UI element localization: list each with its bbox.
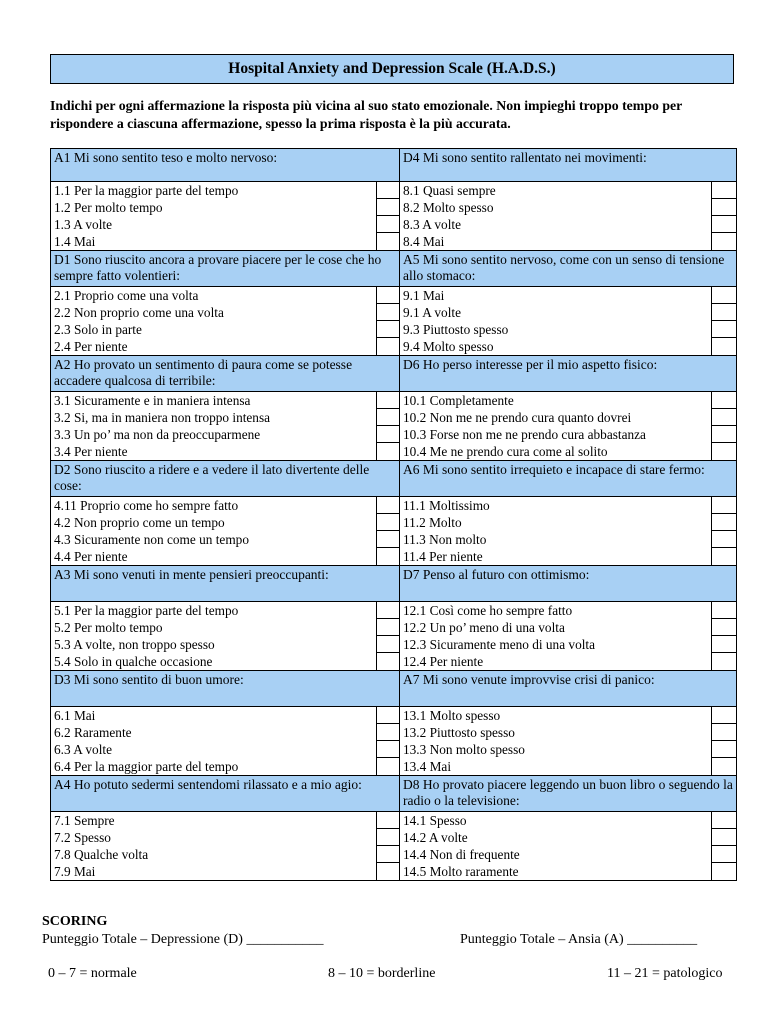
answer-row	[51, 812, 737, 881]
answer-checkbox[interactable]	[712, 846, 736, 863]
answer-checkbox[interactable]	[377, 548, 399, 565]
answer-option: 9.4 Molto spesso	[403, 339, 494, 354]
question-cell: A1 Mi sono sentito teso e molto nervoso:	[51, 149, 400, 182]
question-cell: D6 Ho perso interesse per il mio aspetto fisico:	[400, 356, 737, 392]
answer-option: 11.2 Molto	[403, 515, 462, 530]
answer-option: 2.3 Solo in parte	[54, 322, 142, 337]
answer-checkbox[interactable]	[712, 863, 736, 880]
answer-checkbox[interactable]	[712, 707, 736, 724]
answer-checkbox[interactable]	[712, 304, 736, 321]
answer-option: 14.1 Spesso	[403, 813, 467, 828]
question-cell: D3 Mi sono sentito di buon umore:	[51, 671, 400, 707]
answer-checkbox[interactable]	[377, 321, 399, 338]
answer-option: 11.3 Non molto	[403, 532, 487, 547]
question-cell: A7 Mi sono venute improvvise crisi di panico:	[400, 671, 737, 707]
depression-total-field[interactable]: Punteggio Totale – Depressione (D) ___________	[42, 932, 324, 947]
answer-option: 1.4 Mai	[54, 234, 96, 249]
answer-checkbox[interactable]	[377, 287, 399, 304]
answer-option: 10.1 Completamente	[403, 393, 514, 408]
checkbox-column	[377, 812, 400, 881]
answer-checkbox[interactable]	[377, 199, 399, 216]
answer-checkbox[interactable]	[377, 182, 399, 199]
answer-row	[51, 182, 737, 251]
answer-option: 4.4 Per niente	[54, 549, 128, 564]
answer-checkbox[interactable]	[377, 338, 399, 355]
answer-options	[400, 602, 712, 671]
answer-checkbox[interactable]	[377, 758, 399, 775]
answer-option: 7.2 Spesso	[54, 830, 111, 845]
answer-row	[51, 497, 737, 566]
answer-checkbox[interactable]	[712, 548, 736, 565]
answer-checkbox[interactable]	[377, 514, 399, 531]
question-cell: A6 Mi sono sentito irrequieto e incapace di stare fermo:	[400, 461, 737, 497]
checkbox-column	[377, 287, 400, 356]
answer-option: 8.4 Mai	[403, 234, 445, 249]
question-row	[51, 356, 737, 392]
answer-option: 1.1 Per la maggior parte del tempo	[54, 183, 239, 198]
answer-option: 5.4 Solo in qualche occasione	[54, 654, 213, 669]
answer-checkbox[interactable]	[712, 182, 736, 199]
question-cell: D4 Mi sono sentito rallentato nei movimenti:	[400, 149, 737, 182]
answer-options	[400, 182, 712, 251]
checkbox-column	[712, 287, 737, 356]
checkbox-column	[377, 182, 400, 251]
answer-option: 3.4 Per niente	[54, 444, 128, 459]
answer-options	[51, 392, 377, 461]
answer-options	[51, 497, 377, 566]
range-pathologic: 11 – 21 = patologico	[607, 966, 723, 981]
question-cell: D7 Penso al futuro con ottimismo:	[400, 566, 737, 602]
answer-checkbox[interactable]	[712, 653, 736, 670]
question-cell: D1 Sono riuscito ancora a provare piacere per le cose che ho sempre fatto volentieri:	[51, 251, 400, 287]
checkbox-column	[712, 497, 737, 566]
question-row	[51, 776, 737, 812]
answer-checkbox[interactable]	[377, 863, 399, 880]
answer-checkbox[interactable]	[712, 531, 736, 548]
checkbox-column	[712, 182, 737, 251]
answer-option: 13.2 Piuttosto spesso	[403, 725, 515, 740]
answer-option: 3.3 Un po’ ma non da preoccuparmene	[54, 427, 261, 442]
answer-option: 2.1 Proprio come una volta	[54, 288, 199, 303]
answer-checkbox[interactable]	[712, 812, 736, 829]
answer-option: 8.2 Molto spesso	[403, 200, 494, 215]
answer-options	[400, 497, 712, 566]
answer-checkbox[interactable]	[377, 409, 399, 426]
answer-options	[51, 182, 377, 251]
answer-checkbox[interactable]	[377, 216, 399, 233]
answer-option: 2.2 Non proprio come una volta	[54, 305, 224, 320]
answer-checkbox[interactable]	[377, 812, 399, 829]
answer-checkbox[interactable]	[712, 443, 736, 460]
answer-checkbox[interactable]	[712, 829, 736, 846]
answer-option: 6.2 Raramente	[54, 725, 132, 740]
answer-options	[400, 392, 712, 461]
answer-checkbox[interactable]	[712, 216, 736, 233]
answer-option: 5.3 A volte, non troppo spesso	[54, 637, 215, 652]
answer-option: 7.9 Mai	[54, 864, 96, 879]
answer-checkbox[interactable]	[712, 497, 736, 514]
answer-option: 4.11 Proprio come ho sempre fatto	[54, 498, 239, 513]
answer-options	[51, 812, 377, 881]
answer-option: 14.5 Molto raramente	[403, 864, 519, 879]
answer-option: 13.1 Molto spesso	[403, 708, 501, 723]
answer-checkbox[interactable]	[377, 829, 399, 846]
answer-option: 9.1 A volte	[403, 305, 461, 320]
answer-checkbox[interactable]	[712, 724, 736, 741]
answer-checkbox[interactable]	[712, 338, 736, 355]
answer-option: 8.3 A volte	[403, 217, 461, 232]
question-row	[51, 251, 737, 287]
answer-checkbox[interactable]	[377, 602, 399, 619]
answer-checkbox[interactable]	[377, 443, 399, 460]
answer-options	[51, 602, 377, 671]
answer-option: 13.4 Mai	[403, 759, 452, 774]
answer-checkbox[interactable]	[377, 636, 399, 653]
answer-option: 12.4 Per niente	[403, 654, 484, 669]
answer-checkbox[interactable]	[712, 758, 736, 775]
answer-option: 1.3 A volte	[54, 217, 112, 232]
answer-option: 7.8 Qualche volta	[54, 847, 149, 862]
answer-row	[51, 707, 737, 776]
question-cell: A2 Ho provato un sentimento di paura come se potesse accadere qualcosa di terribile:	[51, 356, 400, 392]
answer-checkbox[interactable]	[377, 497, 399, 514]
answer-option: 3.1 Sicuramente e in maniera intensa	[54, 393, 251, 408]
question-row	[51, 671, 737, 707]
answer-row	[51, 392, 737, 461]
question-cell: D2 Sono riuscito a ridere e a vedere il lato divertente delle cose:	[51, 461, 400, 497]
answer-options	[400, 812, 712, 881]
question-cell: A4 Ho potuto sedermi sentendomi rilassato e a mio agio:	[51, 776, 400, 812]
question-row	[51, 149, 737, 182]
answer-option: 11.4 Per niente	[403, 549, 483, 564]
answer-checkbox[interactable]	[712, 514, 736, 531]
answer-checkbox[interactable]	[377, 392, 399, 409]
answer-row	[51, 602, 737, 671]
answer-option: 4.2 Non proprio come un tempo	[54, 515, 225, 530]
checkbox-column	[712, 602, 737, 671]
answer-checkbox[interactable]	[377, 846, 399, 863]
answer-option: 12.2 Un po’ meno di una volta	[403, 620, 565, 635]
answer-options	[51, 287, 377, 356]
answer-checkbox[interactable]	[712, 636, 736, 653]
instructions-text: Indichi per ogni affermazione la risposta più vicina al suo stato emozionale. Non impieghi troppo tempo per rispondere a ciascuna affermazione, spesso la prima risposta è la più accurata.	[50, 98, 682, 131]
checkbox-column	[377, 602, 400, 671]
answer-option: 6.3 A volte	[54, 742, 112, 757]
answer-option: 1.2 Per molto tempo	[54, 200, 163, 215]
answer-checkbox[interactable]	[377, 531, 399, 548]
answer-checkbox[interactable]	[377, 653, 399, 670]
form-title: Hospital Anxiety and Depression Scale (H.A.D.S.)	[50, 54, 734, 84]
answer-checkbox[interactable]	[377, 724, 399, 741]
answer-option: 13.3 Non molto spesso	[403, 742, 525, 757]
answer-option: 7.1 Sempre	[54, 813, 115, 828]
answer-option: 5.2 Per molto tempo	[54, 620, 163, 635]
answer-checkbox[interactable]	[712, 602, 736, 619]
questionnaire-table	[50, 148, 737, 881]
answer-option: 4.3 Sicuramente non come un tempo	[54, 532, 249, 547]
answer-option: 10.4 Me ne prendo cura come al solito	[403, 444, 608, 459]
answer-option: 6.4 Per la maggior parte del tempo	[54, 759, 239, 774]
answer-option: 10.2 Non me ne prendo cura quanto dovrei	[403, 410, 632, 425]
checkbox-column	[377, 707, 400, 776]
answer-option: 10.3 Forse non me ne prendo cura abbastanza	[403, 427, 646, 442]
answer-checkbox[interactable]	[712, 619, 736, 636]
question-row	[51, 461, 737, 497]
answer-option: 9.1 Mai	[403, 288, 445, 303]
answer-checkbox[interactable]	[712, 199, 736, 216]
question-cell: D8 Ho provato piacere leggendo un buon libro o seguendo la radio o la televisione:	[400, 776, 737, 812]
answer-options	[400, 287, 712, 356]
answer-option: 2.4 Per niente	[54, 339, 128, 354]
answer-checkbox[interactable]	[712, 321, 736, 338]
answer-checkbox[interactable]	[712, 409, 736, 426]
answer-checkbox[interactable]	[712, 426, 736, 443]
anxiety-total-field[interactable]: Punteggio Totale – Ansia (A) __________	[460, 932, 698, 947]
range-borderline: 8 – 10 = borderline	[328, 966, 436, 981]
checkbox-column	[712, 812, 737, 881]
answer-option: 12.3 Sicuramente meno di una volta	[403, 637, 596, 652]
answer-row	[51, 287, 737, 356]
question-cell: A3 Mi sono venuti in mente pensieri preoccupanti:	[51, 566, 400, 602]
answer-checkbox[interactable]	[712, 233, 736, 250]
answer-options	[51, 707, 377, 776]
answer-option: 12.1 Così come ho sempre fatto	[403, 603, 573, 618]
answer-option: 3.2 Si, ma in maniera non troppo intensa	[54, 410, 271, 425]
answer-option: 9.3 Piuttosto spesso	[403, 322, 509, 337]
answer-checkbox[interactable]	[377, 707, 399, 724]
answer-option: 11.1 Moltissimo	[403, 498, 490, 513]
answer-checkbox[interactable]	[377, 619, 399, 636]
checkbox-column	[377, 497, 400, 566]
answer-option: 14.4 Non di frequente	[403, 847, 520, 862]
answer-option: 8.1 Quasi sempre	[403, 183, 496, 198]
checkbox-column	[712, 392, 737, 461]
scoring-title: SCORING	[42, 914, 108, 929]
question-row	[51, 566, 737, 602]
answer-checkbox[interactable]	[377, 426, 399, 443]
answer-checkbox[interactable]	[377, 233, 399, 250]
question-cell: A5 Mi sono sentito nervoso, come con un senso di tensione allo stomaco:	[400, 251, 737, 287]
checkbox-column	[377, 392, 400, 461]
answer-option: 6.1 Mai	[54, 708, 96, 723]
answer-checkbox[interactable]	[377, 304, 399, 321]
answer-checkbox[interactable]	[712, 741, 736, 758]
answer-checkbox[interactable]	[712, 392, 736, 409]
answer-checkbox[interactable]	[712, 287, 736, 304]
checkbox-column	[712, 707, 737, 776]
answer-options	[400, 707, 712, 776]
range-normal: 0 – 7 = normale	[48, 966, 137, 981]
answer-checkbox[interactable]	[377, 741, 399, 758]
answer-option: 5.1 Per la maggior parte del tempo	[54, 603, 239, 618]
answer-option: 14.2 A volte	[403, 830, 468, 845]
